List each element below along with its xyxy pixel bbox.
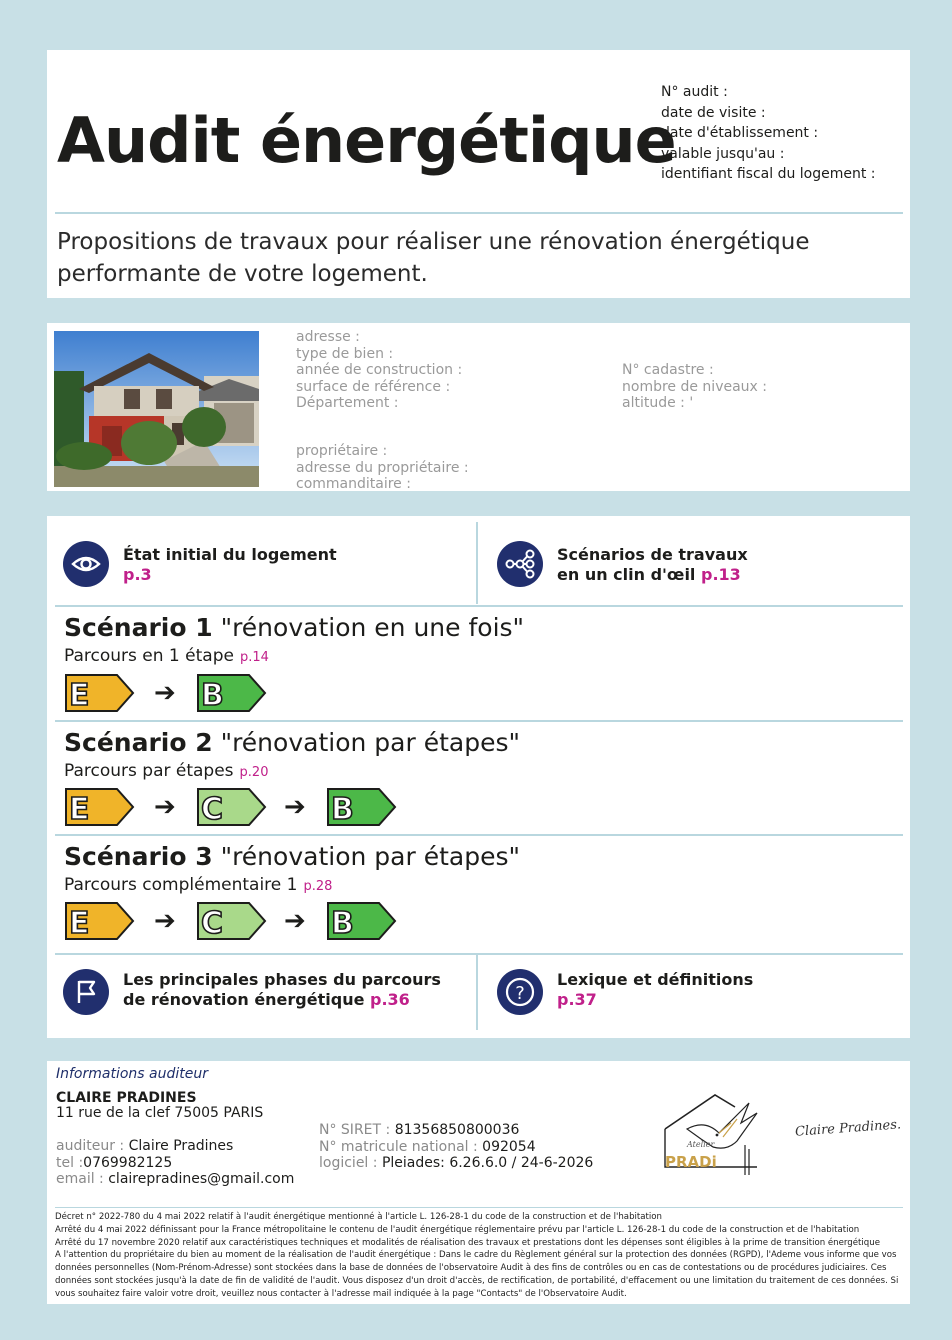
auditor-contact	[56, 1138, 294, 1188]
nav-phases-label-2: de rénovation énergétique	[123, 990, 365, 1009]
logo-small-text: Atelier	[687, 1140, 715, 1149]
arrow-right-icon: ➔	[284, 906, 306, 936]
svg-text:?: ?	[515, 983, 525, 1004]
siret-value: 81356850800036	[394, 1122, 520, 1138]
logo-big-text: PRADi	[665, 1153, 717, 1171]
energy-class-letter: C	[201, 792, 224, 826]
auditor-name-label: auditeur :	[56, 1138, 125, 1154]
scenario-2-route[interactable]	[64, 761, 268, 781]
auditor-panel	[47, 1061, 910, 1304]
matricule-value: 092054	[482, 1138, 536, 1155]
client-label: commanditaire :	[296, 476, 411, 492]
scenario-3-route[interactable]	[64, 875, 332, 895]
legal-line-3: Arrêté du 17 novembre 2020 relatif aux caractéristiques techniques et modalités de réalisation des travaux et prestations dont les dépenses sont éligibles à la prime de transition énergétique	[55, 1237, 880, 1248]
property-fields	[296, 329, 462, 412]
software-label: logiciel :	[319, 1155, 378, 1171]
energy-class-badge	[327, 788, 397, 830]
nav-lexicon-label: Lexique et définitions	[557, 970, 754, 989]
auditor-email-label: email :	[56, 1171, 104, 1187]
owner-fields	[296, 443, 469, 493]
property-panel	[47, 323, 910, 491]
scenario-3-page: p.28	[303, 879, 333, 894]
scenario-2-page: p.20	[239, 765, 269, 780]
page-title: Audit énergétique	[57, 104, 676, 177]
scenario-divider-3	[55, 953, 903, 955]
energy-class-badge	[65, 902, 135, 944]
arrow-right-icon: ➔	[154, 678, 176, 708]
nav-scenarios[interactable]	[557, 545, 748, 585]
energy-class-badge	[327, 902, 397, 944]
arrow-right-icon: ➔	[154, 906, 176, 936]
legal-rgpd: A l'attention du propriétaire du bien au moment de la réalisation de l'audit énergétique : Dans le cadre du Règlement général sur la protection des données (RGPD), l'Ademe vous informe que vos données personnelles (Nom-Prénom-Adresse) sont stockées dans la base de données de l'observatoire Audit à des fins de contrôles ou en cas de contestations ou de procédures judiciaires. Ces données sont stockées jusqu'à la date de fin de validité de l'audit. Vous disposez d'un droit d'accès, de rectification, de portabilité, d'effacement ou une limitation du traitement de ces données. Si vous souhaitez faire valoir votre droit, veuillez nous contacter à l'adresse mail indiquée à la page "Contacts" de l'Observatoire Audit.	[55, 1250, 899, 1299]
issue-date-label: date d'établissement :	[661, 125, 819, 141]
energy-class-letter: B	[331, 792, 354, 826]
energy-class-letter: E	[69, 678, 90, 712]
siret-label: N° SIRET :	[319, 1122, 391, 1138]
scenario-3-name: "rénovation par étapes"	[220, 842, 520, 871]
construction-year-label: année de construction :	[296, 362, 463, 378]
eye-icon[interactable]	[63, 541, 109, 587]
nav-scenarios-page: p.13	[700, 565, 741, 584]
header-panel	[47, 50, 910, 298]
energy-class-badge	[65, 674, 135, 716]
legal-line-2: Arrêté du 4 mai 2022 définissant pour la France métropolitaine le contenu de l'audit énergétique réglementaire prévu par l'article L. 126-28-1 du code de la construction et de l'habitation	[55, 1224, 860, 1235]
scenario-divider-2	[55, 834, 903, 836]
legal-line-1: Décret n° 2022-780 du 4 mai 2022 relatif à l'audit énergétique mentionné à l'article L. 126-28-1 du code de la construction et de l'habitation	[55, 1212, 663, 1222]
nav-divider-top	[476, 522, 478, 604]
energy-class-badge	[197, 674, 267, 716]
department-label: Département :	[296, 395, 399, 411]
nav-lexicon-page: p.37	[557, 990, 597, 1009]
scenario-2-route-label: Parcours par étapes	[64, 761, 234, 781]
scenario-1-name: "rénovation en une fois"	[220, 613, 525, 642]
cadastre-label: N° cadastre :	[622, 362, 714, 378]
auditor-signature: Claire Pradines.	[794, 1117, 902, 1140]
property-fields-right	[622, 362, 767, 412]
scenario-2-number: Scénario 2	[64, 728, 213, 757]
altitude-label: altitude : '	[622, 395, 694, 411]
scenario-3-route-label: Parcours complémentaire 1	[64, 875, 298, 895]
legal-notice	[55, 1211, 903, 1301]
summary-panel	[47, 516, 910, 1038]
arrow-right-icon: ➔	[284, 792, 306, 822]
scenario-1-route[interactable]	[64, 646, 269, 666]
page-subtitle: Propositions de travaux pour réaliser une rénovation énergétique performante de votre logement.	[57, 229, 810, 287]
matricule-label: N° matricule national :	[319, 1138, 478, 1155]
auditor-identifiers	[319, 1122, 593, 1172]
scenario-2-name: "rénovation par étapes"	[220, 728, 520, 757]
nav-lexicon[interactable]	[557, 970, 753, 1010]
scenario-1-route-label: Parcours en 1 étape	[64, 646, 234, 666]
question-icon[interactable]	[497, 969, 543, 1015]
scenario-1-number: Scénario 1	[64, 613, 213, 642]
flag-icon[interactable]	[63, 969, 109, 1015]
atelier-pradi-logo	[657, 1089, 765, 1185]
levels-label: nombre de niveaux :	[622, 378, 767, 395]
scenario-3-number: Scénario 3	[64, 842, 213, 871]
auditor-address: 11 rue de la clef 75005 PARIS	[56, 1105, 264, 1121]
energy-class-letter: B	[331, 906, 354, 940]
scenario-divider-1	[55, 720, 903, 722]
auditor-email[interactable]: clairepradines@gmail.com	[108, 1171, 295, 1187]
owner-label: propriétaire :	[296, 443, 388, 459]
scenario-1-title	[64, 613, 524, 642]
auditor-name: Claire Pradines	[128, 1138, 234, 1154]
energy-class-badge	[65, 788, 135, 830]
nav-initial-label: État initial du logement	[123, 545, 337, 564]
legal-divider	[55, 1207, 903, 1208]
energy-class-letter: C	[201, 906, 224, 940]
auditor-tel-label: tel :	[56, 1154, 84, 1171]
visit-date-label: date de visite :	[661, 104, 766, 121]
auditor-heading: Informations auditeur	[56, 1066, 208, 1082]
nav-scenarios-label-1: Scénarios de travaux	[557, 545, 748, 564]
header-divider	[55, 212, 903, 214]
nav-phases-label-1: Les principales phases du parcours	[123, 970, 441, 989]
network-icon[interactable]	[497, 541, 543, 587]
house-photo	[54, 331, 259, 487]
energy-class-badge	[197, 902, 267, 944]
address-label: adresse :	[296, 329, 360, 345]
valid-until-label: valable jusqu'au :	[661, 145, 785, 162]
nav-phases[interactable]	[123, 970, 441, 1010]
nav-divider-bottom	[476, 955, 478, 1030]
energy-class-badge	[197, 788, 267, 830]
nav-phases-page: p.36	[370, 990, 410, 1009]
energy-class-letter: E	[69, 906, 90, 940]
owner-address-label: adresse du propriétaire :	[296, 459, 469, 476]
energy-class-letter: E	[69, 792, 90, 826]
reference-surface-label: surface de référence :	[296, 378, 451, 395]
nav-scenarios-label-2: en un clin d'œil	[557, 565, 696, 584]
fiscal-id-label: identifiant fiscal du logement :	[661, 166, 876, 182]
audit-meta	[661, 82, 876, 185]
audit-number-label: N° audit :	[661, 84, 728, 100]
nav-initial-state[interactable]	[123, 545, 337, 585]
auditor-tel: 0769982125	[83, 1154, 173, 1171]
scenario-1-page: p.14	[239, 650, 269, 665]
software-value: Pleiades: 6.26.6.0 / 24-6-2026	[381, 1155, 594, 1171]
auditor-company: CLAIRE PRADINES	[56, 1090, 197, 1106]
scenario-3-title	[64, 842, 520, 871]
property-type-label: type de bien :	[296, 345, 394, 362]
nav-initial-page: p.3	[123, 565, 152, 584]
scenario-divider-0	[55, 605, 903, 607]
arrow-right-icon: ➔	[154, 792, 176, 822]
scenario-2-title	[64, 728, 520, 757]
energy-class-letter: B	[201, 678, 224, 712]
